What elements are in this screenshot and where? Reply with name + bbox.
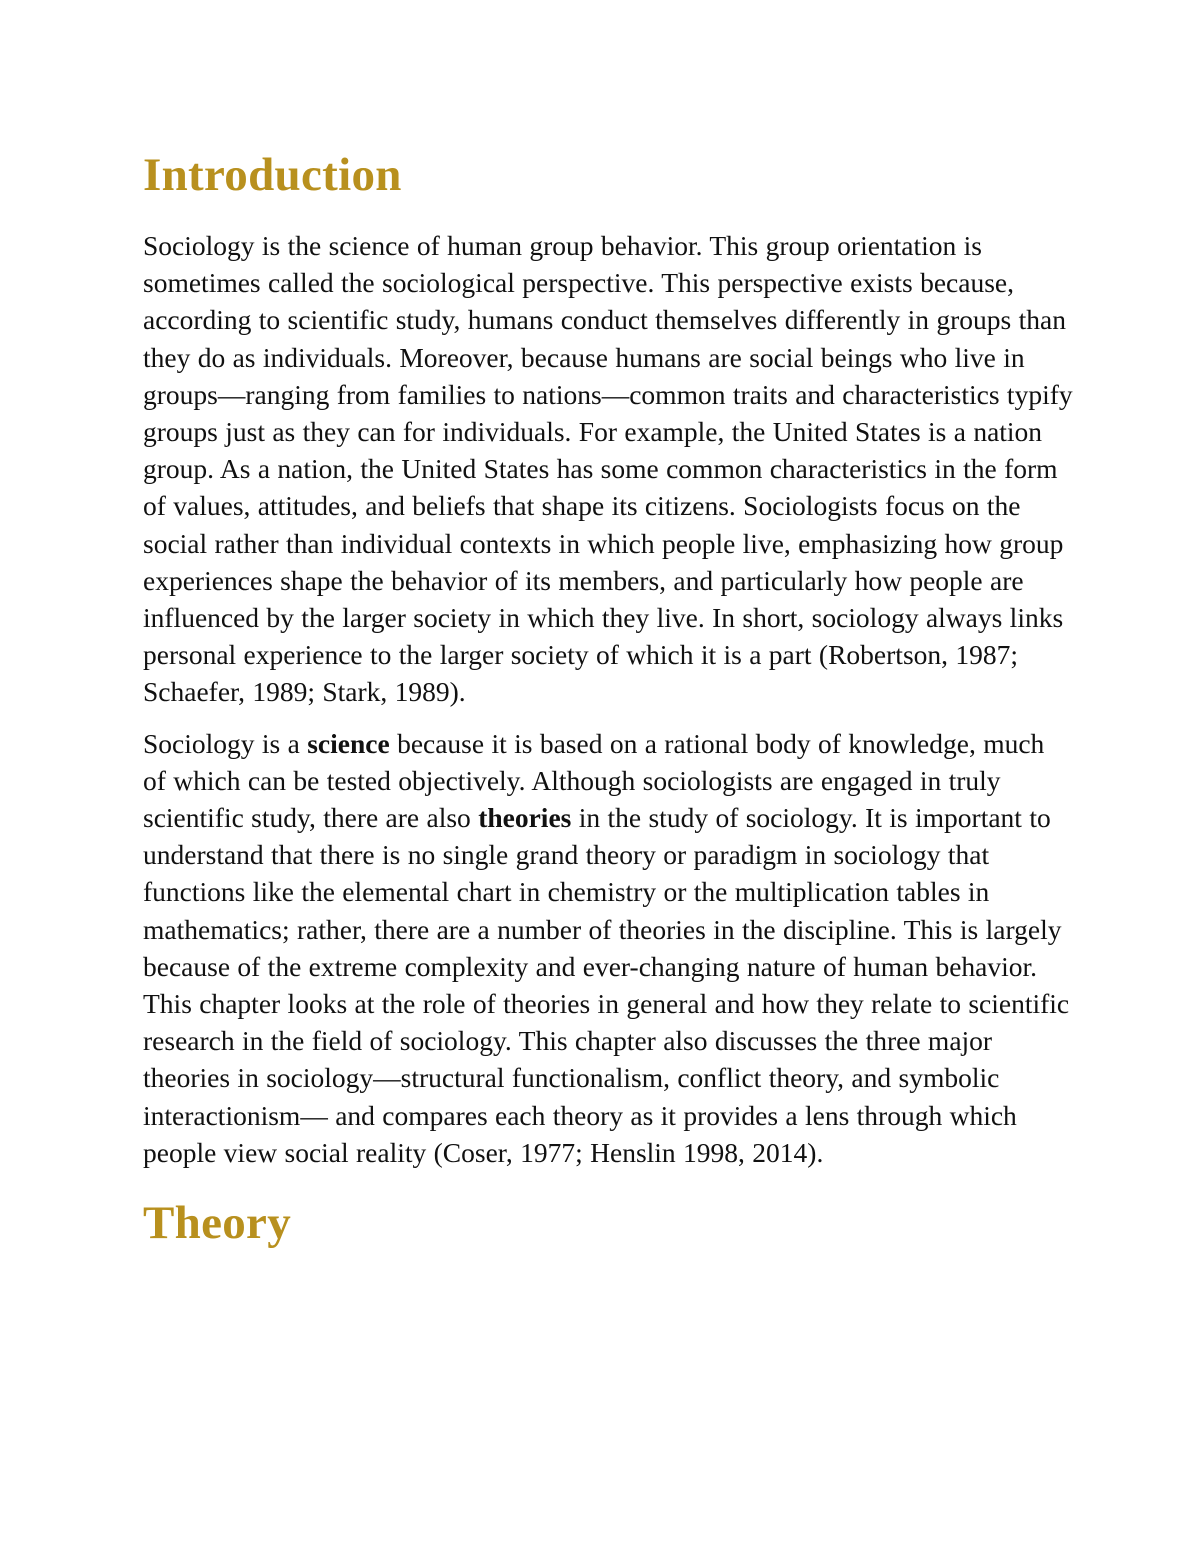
section-heading-theory: Theory xyxy=(143,1197,292,1250)
document-body xyxy=(143,145,1073,1253)
section-heading-introduction: Introduction xyxy=(143,149,402,201)
paragraph-introduction-2 xyxy=(143,725,1073,1171)
paragraph-introduction-1: Sociology is the science of human group behavior. This group orientation is sometimes called the sociological perspective. This perspective exists because, according to scientific study, humans conduct themselves differently in groups than they do as individuals. Moreover, because humans are social beings who live in groups—ranging from families to nations—common traits and characteristics typify groups just as they can for individuals. For example, the United States is a nation group. As a nation, the United States has some common characteristics in the form of values, attitudes, and beliefs that shape its citizens. Sociologists focus on the social rather than individual contexts in which people live, emphasizing how group experiences shape the behavior of its members, and particularly how people are influenced by the larger society in which they live. In short, sociology always links personal experience to the larger society of which it is a part (Robertson, 1987; Schaefer, 1989; Stark, 1989). xyxy=(143,230,1073,708)
paragraph-text: in the study of sociology. It is important to understand that there is no single grand theory or paradigm in sociology that functions like the elemental chart in chemistry or the multiplication tables in mathematics; rather, there are a number of theories in the discipline. This is largely because of the extreme complexity and ever-changing nature of human behavior. This chapter looks at the role of theories in general and how they relate to scientific research in the field of sociology. This chapter also discusses the three major theories in sociology—structural functionalism, conflict theory, and symbolic interactionism— and compares each theory as it provides a lens through which people view social reality (Coser, 1977; Henslin 1998, 2014). xyxy=(143,802,1070,1168)
bold-term-science: science xyxy=(307,727,390,759)
paragraph-text: Sociology is a xyxy=(143,727,308,759)
bold-term-theories: theories xyxy=(478,802,572,834)
paragraph-text: because it is based on a rational body of knowledge, much of which can be tested objectively. Although sociologists are engaged in truly scientific study, there are also xyxy=(143,727,1045,834)
